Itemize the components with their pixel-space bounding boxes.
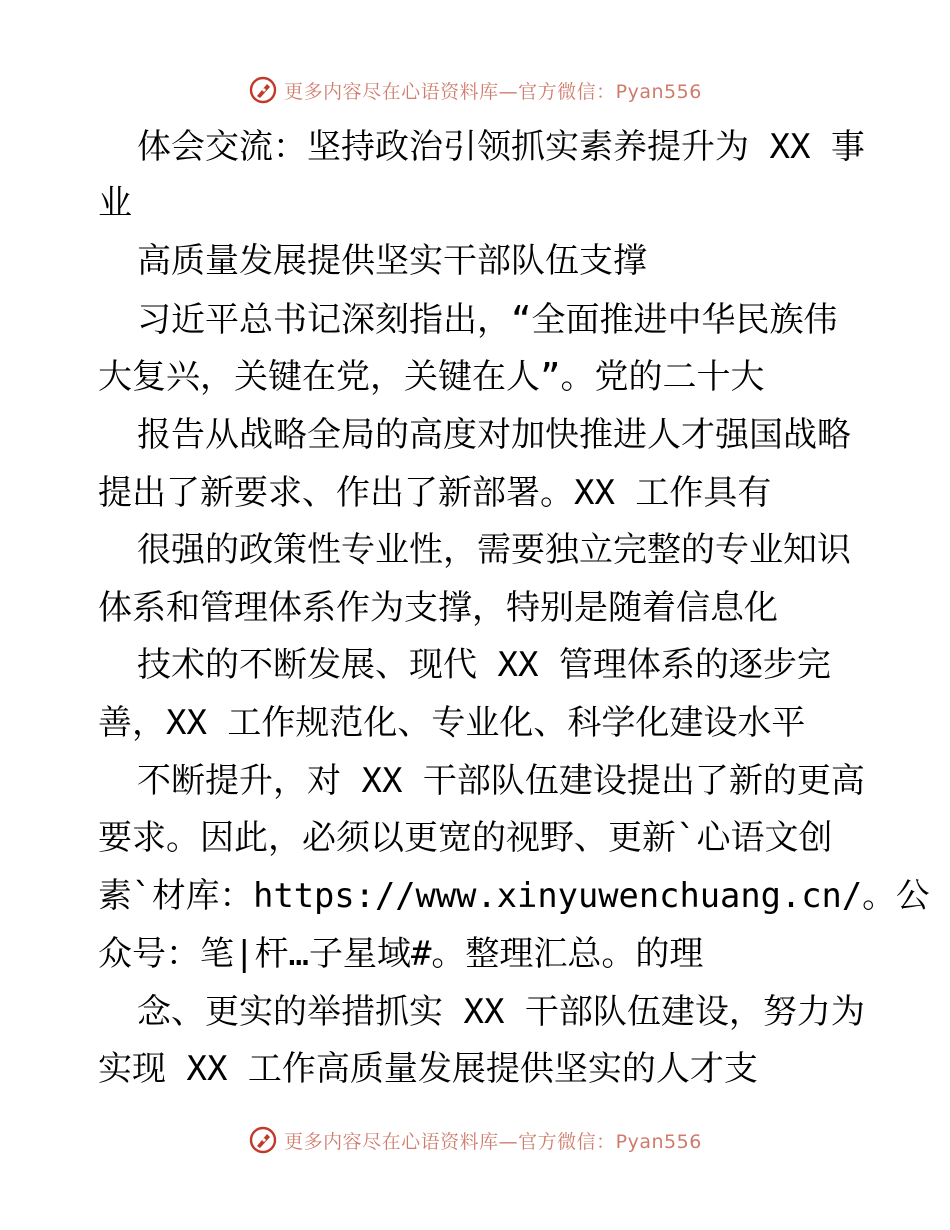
text-line: 众号：笔|杆…子星域#。整理汇总。的理: [98, 934, 704, 974]
text-line: 高质量发展提供坚实干部队伍支撑: [137, 241, 647, 281]
text-line: 业: [98, 183, 132, 223]
text-line: 体系和管理体系作为支撑，特别是随着信息化: [98, 588, 778, 628]
footer-banner-text: 更多内容尽在心语资料库—官方微信：Pyan556: [284, 1130, 702, 1153]
text-line: 很强的政策性专业性，需要独立完整的专业知识: [137, 530, 851, 570]
text-line: 报告从战略全局的高度对加快推进人才强国战略: [137, 415, 851, 455]
text-line: 体会交流：坚持政治引领抓实素养提升为 XX 事: [137, 127, 865, 167]
text-line: 大复兴，关键在党，关键在人”。党的二十大: [98, 357, 765, 397]
text-line: 善，XX 工作规范化、专业化、科学化建设水平: [98, 703, 806, 743]
text-line: 提出了新要求、作出了新部署。XX 工作具有: [98, 473, 772, 513]
footer-banner: [0, 1122, 950, 1158]
text-line: 技术的不断发展、现代 XX 管理体系的逐步完: [137, 645, 831, 685]
text-line: 实现 XX 工作高质量发展提供坚实的人才支: [98, 1049, 758, 1089]
header-banner-text: 更多内容尽在心语资料库—官方微信：Pyan556: [284, 80, 702, 103]
pen-nib-circle-icon: [248, 1125, 278, 1155]
text-line: 素`材库：https://www.xinyuwenchuang.cn/。公: [98, 876, 930, 916]
pen-nib-circle-icon: [248, 75, 278, 105]
text-line: 不断提升，对 XX 干部队伍建设提出了新的更高: [137, 761, 865, 801]
document-body: [0, 117, 950, 1107]
text-line: 念、更实的举措抓实 XX 干部队伍建设，努力为: [137, 992, 865, 1032]
text-line: 习近平总书记深刻指出，“全面推进中华民族伟: [137, 300, 838, 340]
header-banner: [0, 72, 950, 108]
text-line: 要求。因此，必须以更宽的视野、更新`心语文创: [98, 818, 833, 858]
